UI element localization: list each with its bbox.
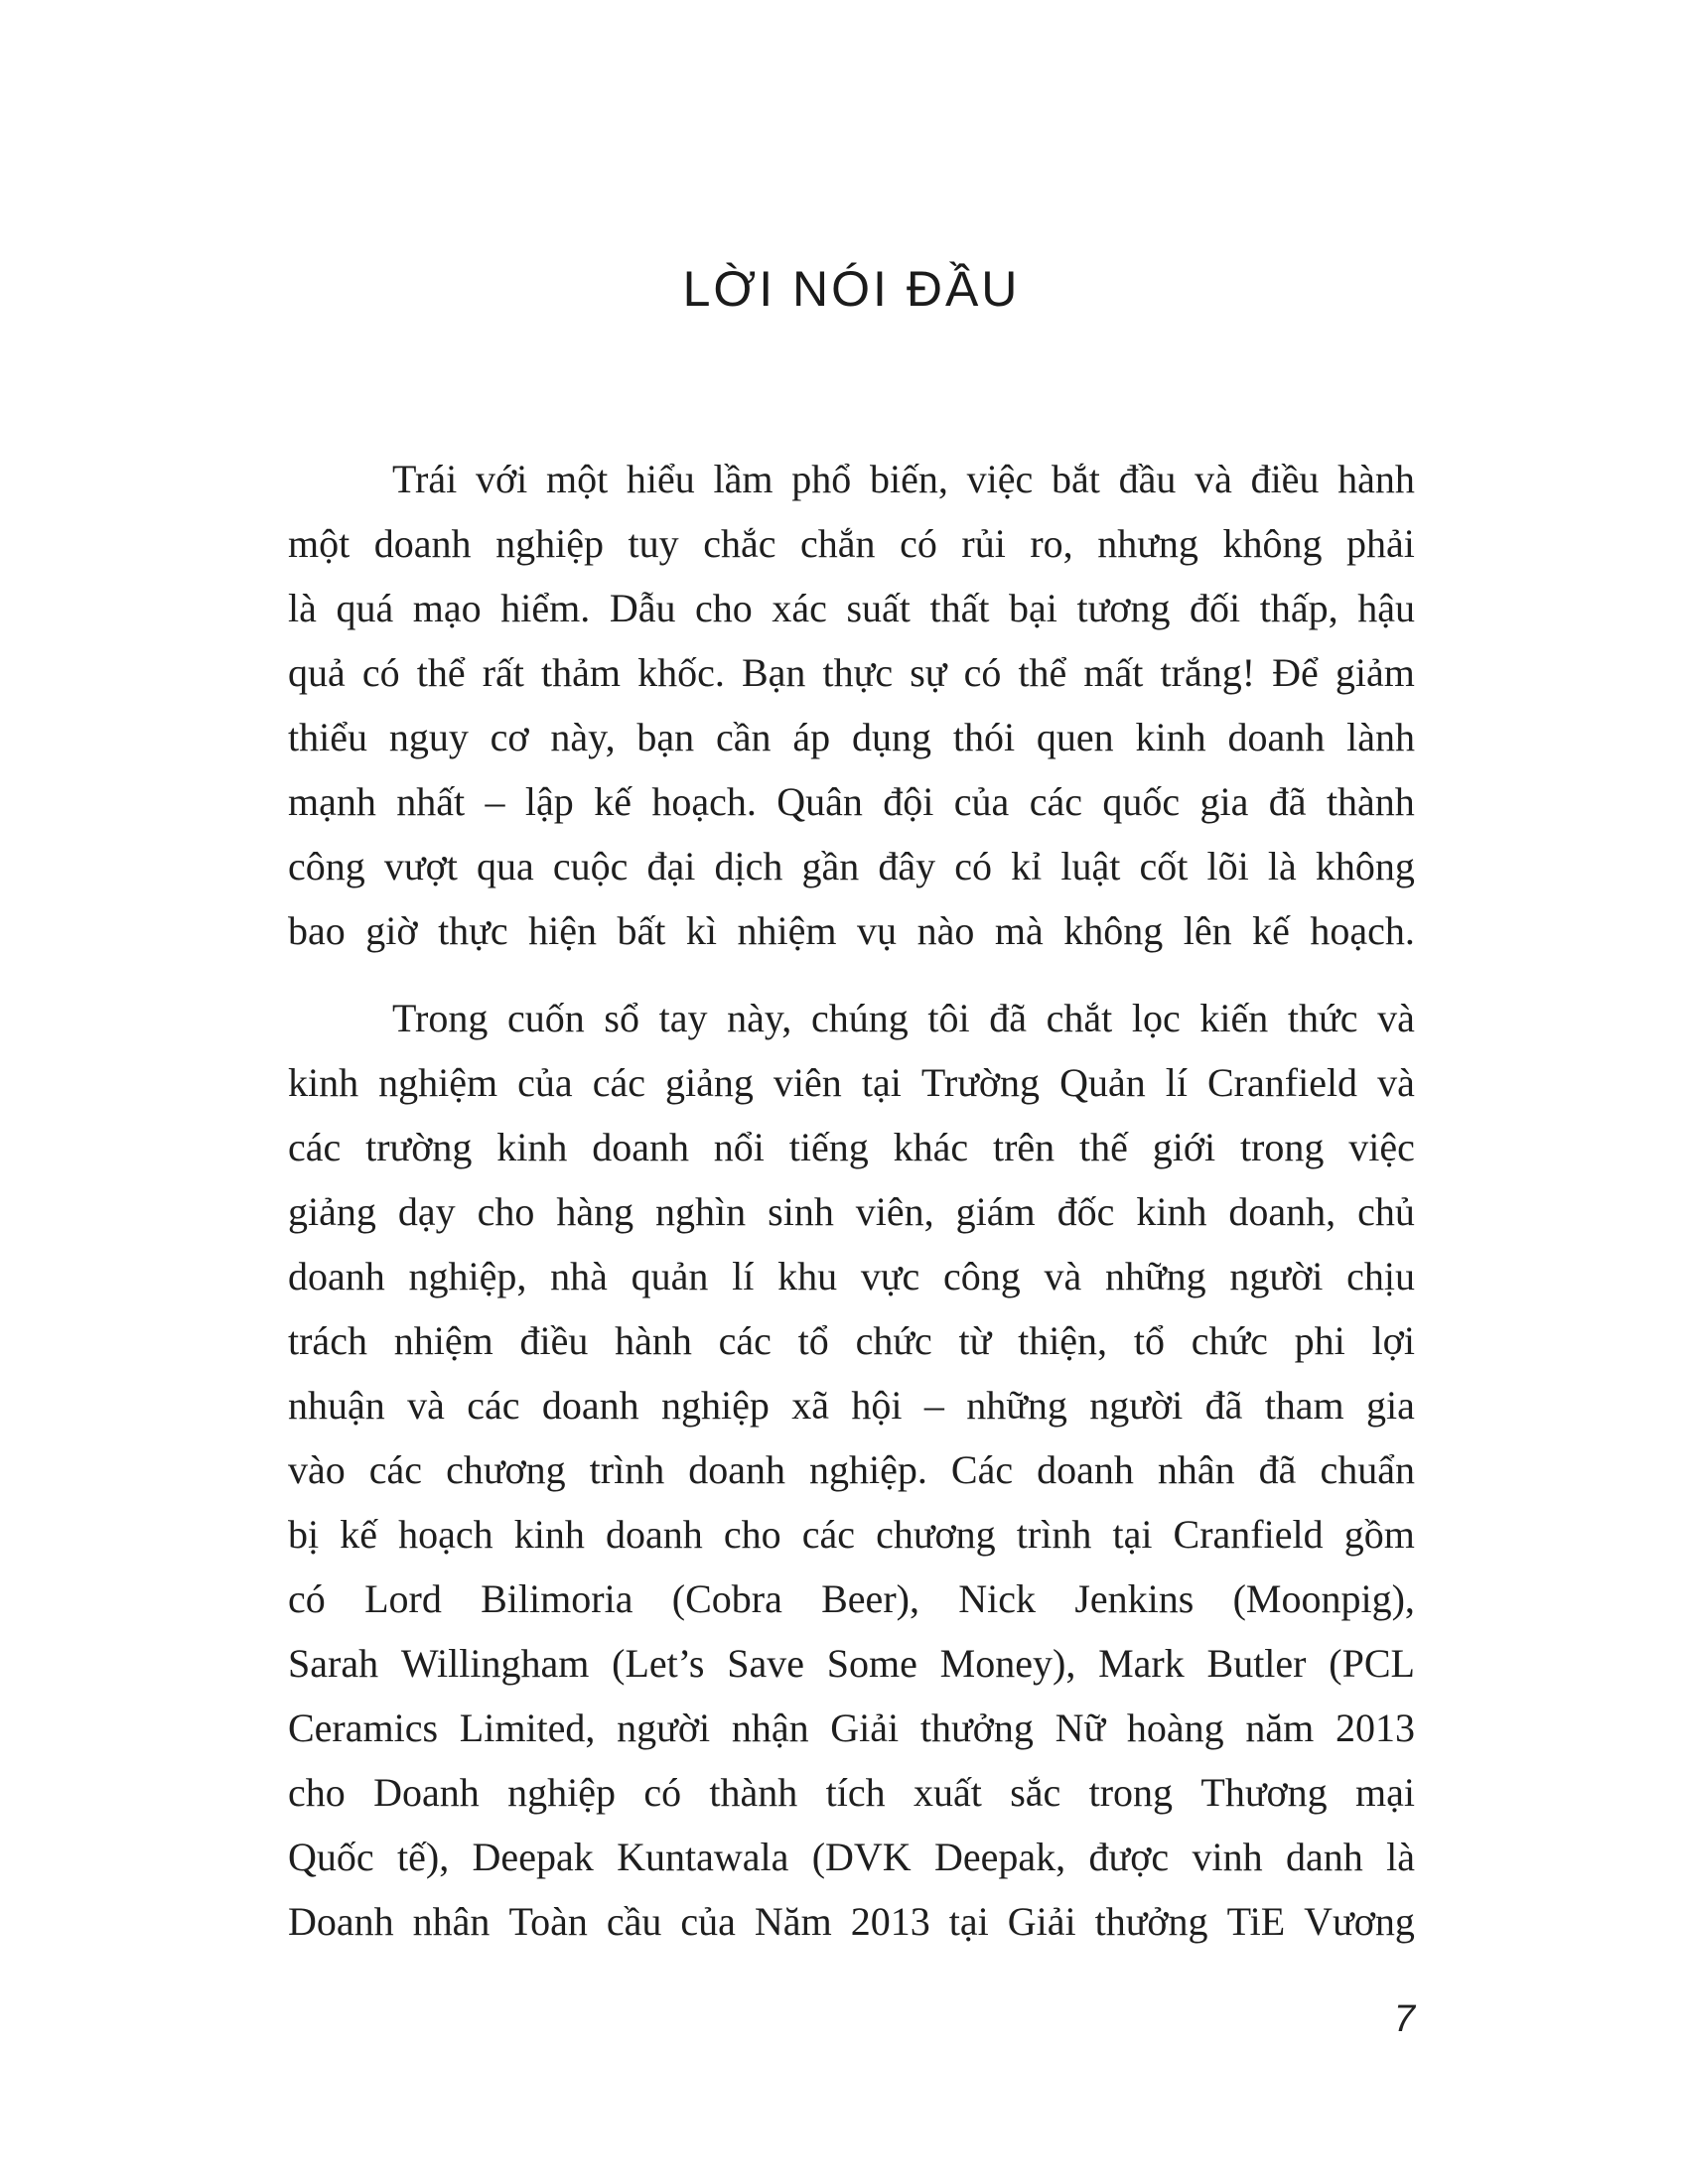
text-line: Quốc tế), Deepak Kuntawala (DVK Deepak, được vinh danh là	[288, 1835, 1415, 1879]
page-number: 7	[1393, 1998, 1415, 2040]
text-line: Ceramics Limited, người nhận Giải thưởng Nữ hoàng năm 2013	[288, 1706, 1415, 1750]
text-line: thiểu nguy cơ này, bạn cần áp dụng thói quen kinh doanh lành	[288, 715, 1415, 759]
text-line: trách nhiệm điều hành các tổ chức từ thiện, tổ chức phi lợi	[288, 1318, 1415, 1363]
text-line: bao giờ thực hiện bất kì nhiệm vụ nào mà không lên kế hoạch.	[288, 908, 1415, 953]
paragraph-1	[288, 447, 1415, 963]
text-line: công vượt qua cuộc đại dịch gần đây có kỉ luật cốt lõi là không	[288, 844, 1415, 888]
text-line: có Lord Bilimoria (Cobra Beer), Nick Jenkins (Moonpig),	[288, 1576, 1415, 1621]
text-line: Trái với một hiểu lầm phổ biến, việc bắt đầu và điều hành	[392, 457, 1415, 501]
text-line: nhuận và các doanh nghiệp xã hội – những người đã tham gia	[288, 1383, 1415, 1428]
text-line: quả có thể rất thảm khốc. Bạn thực sự có thể mất trắng! Để giảm	[288, 650, 1415, 695]
text-line: một doanh nghiệp tuy chắc chắn có rủi ro, nhưng không phải	[288, 521, 1415, 566]
text-line: kinh nghiệm của các giảng viên tại Trường Quản lí Cranfield và	[288, 1060, 1415, 1105]
text-line: bị kế hoạch kinh doanh cho các chương trình tại Cranfield gồm	[288, 1512, 1415, 1557]
text-line: là quá mạo hiểm. Dẫu cho xác suất thất bại tương đối thấp, hậu	[288, 586, 1415, 630]
text-line: giảng dạy cho hàng nghìn sinh viên, giám đốc kinh doanh, chủ	[288, 1189, 1415, 1234]
page-title: LỜI NÓI ĐẦU	[682, 261, 1021, 317]
text-line: mạnh nhất – lập kế hoạch. Quân đội của các quốc gia đã thành	[288, 779, 1415, 824]
text-line: cho Doanh nghiệp có thành tích xuất sắc trong Thương mại	[288, 1770, 1415, 1815]
text-line: vào các chương trình doanh nghiệp. Các doanh nhân đã chuẩn	[288, 1447, 1415, 1492]
text-line: các trường kinh doanh nổi tiếng khác trên thế giới trong việc	[288, 1125, 1415, 1169]
text-line: Sarah Willingham (Let’s Save Some Money), Mark Butler (PCL	[288, 1641, 1415, 1686]
text-line: doanh nghiệp, nhà quản lí khu vực công và những người chịu	[288, 1254, 1415, 1298]
paragraph-2	[288, 986, 1415, 1954]
text-line: Doanh nhân Toàn cầu của Năm 2013 tại Giải thưởng TiE Vương	[288, 1899, 1415, 1944]
text-line: Trong cuốn sổ tay này, chúng tôi đã chắt lọc kiến thức và	[392, 996, 1415, 1040]
